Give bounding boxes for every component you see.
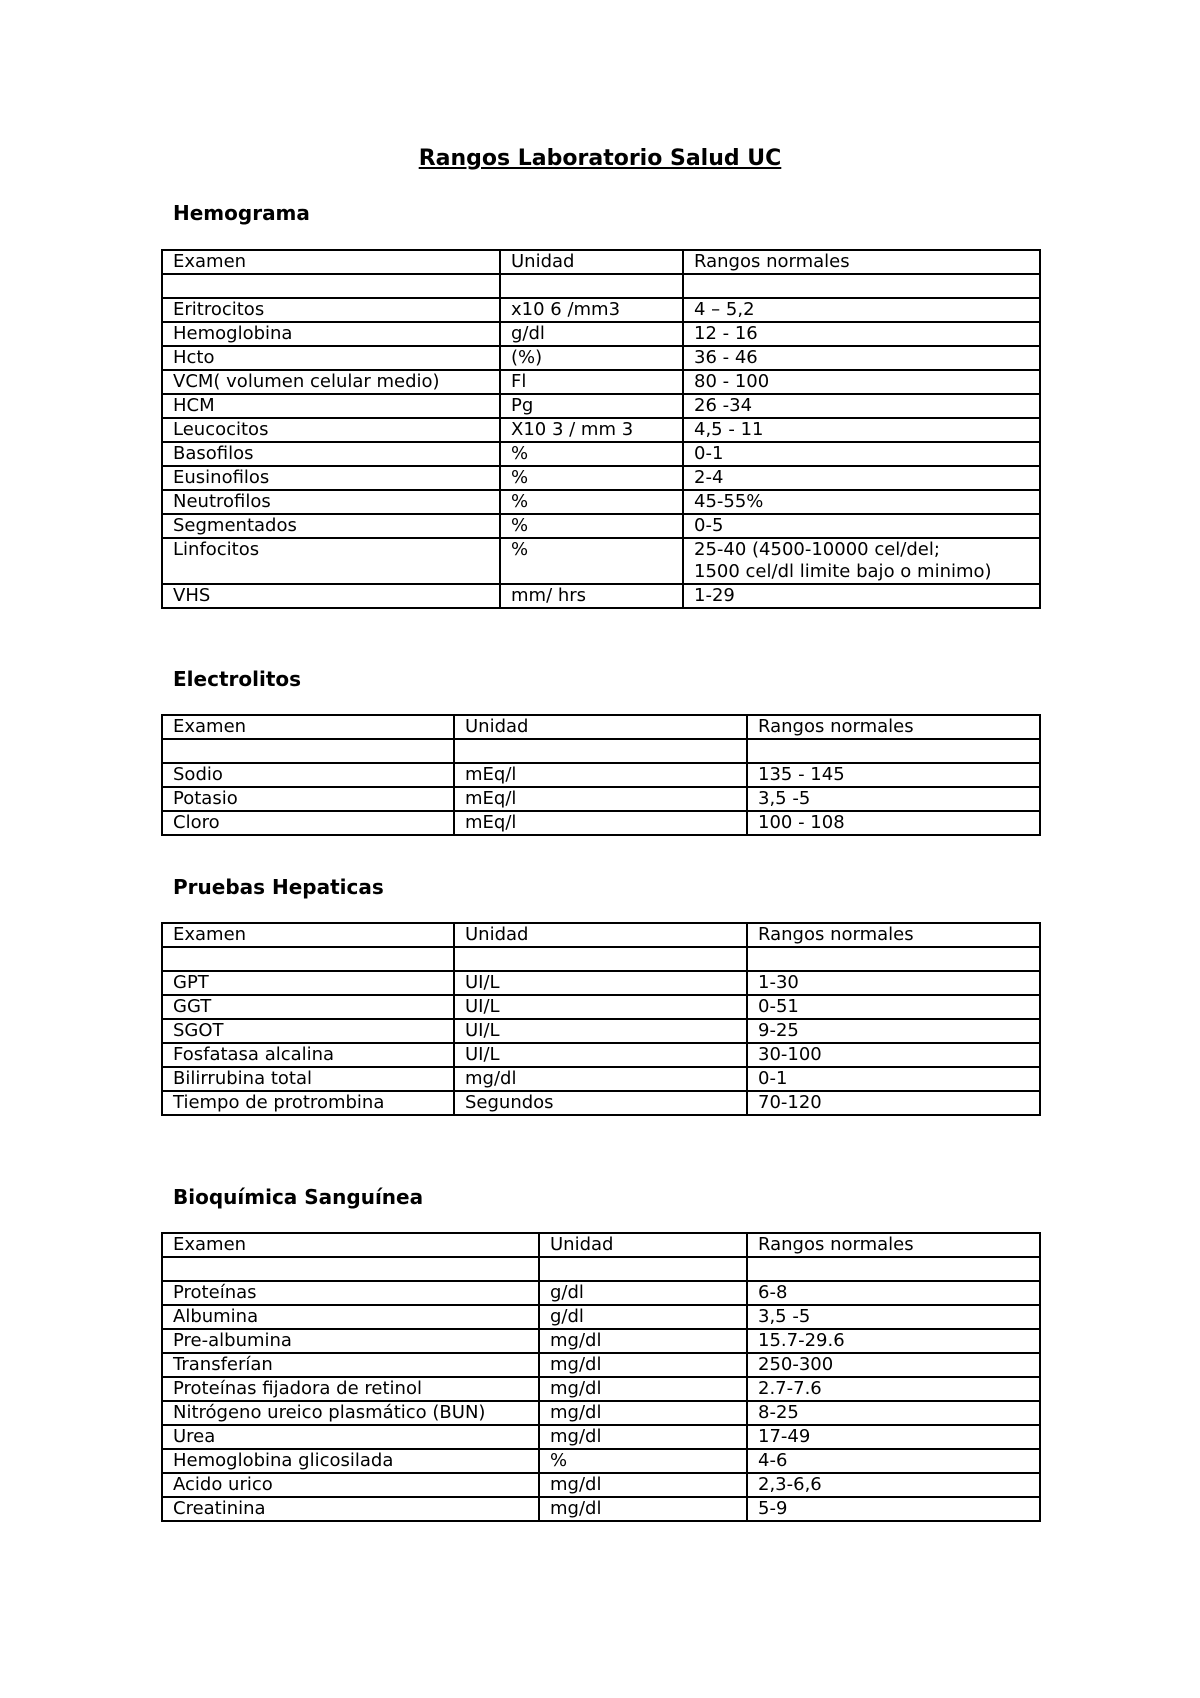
column-header: Examen (162, 715, 454, 739)
empty-cell (454, 947, 747, 971)
table-row (162, 787, 1040, 811)
range-cell: 2-4 (683, 466, 1040, 490)
empty-cell (539, 1257, 747, 1281)
exam-cell: Acido urico (162, 1473, 539, 1497)
exam-cell: SGOT (162, 1019, 454, 1043)
table-row (162, 1353, 1040, 1377)
table-row (162, 346, 1040, 370)
range-cell: 5-9 (747, 1497, 1040, 1521)
range-cell: 4 – 5,2 (683, 298, 1040, 322)
table-header-row (162, 1233, 1040, 1257)
range-cell: 70-120 (747, 1091, 1040, 1115)
range-line-1: 25-40 (4500-10000 cel/del; (694, 539, 940, 560)
table-row (162, 971, 1040, 995)
empty-cell (747, 947, 1040, 971)
exam-cell: Segmentados (162, 514, 500, 538)
range-cell: 3,5 -5 (747, 1305, 1040, 1329)
range-cell (683, 538, 1040, 584)
range-cell: 1-30 (747, 971, 1040, 995)
table-row (162, 1043, 1040, 1067)
unit-cell: x10 6 /mm3 (500, 298, 683, 322)
unit-cell: UI/L (454, 995, 747, 1019)
exam-cell: Urea (162, 1425, 539, 1449)
empty-row (162, 1257, 1040, 1281)
column-header: Rangos normales (683, 250, 1040, 274)
empty-cell (162, 947, 454, 971)
table-header-row (162, 250, 1040, 274)
unit-cell: mEq/l (454, 787, 747, 811)
table-row (162, 322, 1040, 346)
exam-cell: Basofilos (162, 442, 500, 466)
table-row (162, 1377, 1040, 1401)
unit-cell: mg/dl (539, 1329, 747, 1353)
table-row (162, 1473, 1040, 1497)
table-row (162, 394, 1040, 418)
range-cell: 9-25 (747, 1019, 1040, 1043)
exam-cell: Bilirrubina total (162, 1067, 454, 1091)
empty-row (162, 274, 1040, 298)
exam-cell: Hcto (162, 346, 500, 370)
exam-cell: Proteínas (162, 1281, 539, 1305)
range-cell: 100 - 108 (747, 811, 1040, 835)
range-cell: 12 - 16 (683, 322, 1040, 346)
column-header: Rangos normales (747, 715, 1040, 739)
range-cell: 3,5 -5 (747, 787, 1040, 811)
exam-cell: VCM( volumen celular medio) (162, 370, 500, 394)
table-row (162, 538, 1040, 584)
unit-cell: mg/dl (539, 1377, 747, 1401)
unit-cell: UI/L (454, 1019, 747, 1043)
exam-cell: Neutrofilos (162, 490, 500, 514)
range-cell: 6-8 (747, 1281, 1040, 1305)
section-heading-pruebas-hepaticas: Pruebas Hepaticas (173, 875, 384, 899)
exam-cell: HCM (162, 394, 500, 418)
unit-cell: mg/dl (539, 1425, 747, 1449)
exam-cell: VHS (162, 584, 500, 608)
table-row (162, 763, 1040, 787)
table-row (162, 466, 1040, 490)
column-header: Unidad (454, 923, 747, 947)
exam-cell: Eritrocitos (162, 298, 500, 322)
table-row (162, 584, 1040, 608)
exam-cell: Proteínas fijadora de retinol (162, 1377, 539, 1401)
range-cell: 2,3-6,6 (747, 1473, 1040, 1497)
column-header: Unidad (454, 715, 747, 739)
range-cell: 250-300 (747, 1353, 1040, 1377)
unit-cell: g/dl (500, 322, 683, 346)
exam-cell: Eusinofilos (162, 466, 500, 490)
range-cell: 4-6 (747, 1449, 1040, 1473)
exam-cell: Leucocitos (162, 418, 500, 442)
range-cell: 0-1 (747, 1067, 1040, 1091)
unit-cell: % (500, 490, 683, 514)
table-row (162, 811, 1040, 835)
unit-cell: % (500, 466, 683, 490)
table-row (162, 1067, 1040, 1091)
section-heading-bioquimica: Bioquímica Sanguínea (173, 1185, 424, 1209)
range-cell: 4,5 - 11 (683, 418, 1040, 442)
unit-cell: mEq/l (454, 763, 747, 787)
table-row (162, 490, 1040, 514)
range-cell: 30-100 (747, 1043, 1040, 1067)
table-row (162, 1497, 1040, 1521)
unit-cell: X10 3 / mm 3 (500, 418, 683, 442)
range-cell: 17-49 (747, 1425, 1040, 1449)
table-row (162, 1401, 1040, 1425)
unit-cell: % (500, 514, 683, 538)
exam-cell: Hemoglobina glicosilada (162, 1449, 539, 1473)
table-row (162, 1449, 1040, 1473)
range-cell: 45-55% (683, 490, 1040, 514)
unit-cell: UI/L (454, 1043, 747, 1067)
column-header: Unidad (539, 1233, 747, 1257)
unit-cell: Pg (500, 394, 683, 418)
bioquimica-table (161, 1232, 1041, 1522)
table-row (162, 370, 1040, 394)
unit-cell: (%) (500, 346, 683, 370)
exam-cell: Creatinina (162, 1497, 539, 1521)
table-row (162, 1091, 1040, 1115)
electrolitos-table (161, 714, 1041, 836)
exam-cell: Transferían (162, 1353, 539, 1377)
unit-cell: g/dl (539, 1281, 747, 1305)
empty-row (162, 739, 1040, 763)
unit-cell: mm/ hrs (500, 584, 683, 608)
exam-cell: Tiempo de protrombina (162, 1091, 454, 1115)
exam-cell: Albumina (162, 1305, 539, 1329)
page-title: Rangos Laboratorio Salud UC (418, 146, 782, 171)
range-cell: 0-1 (683, 442, 1040, 466)
table-row (162, 298, 1040, 322)
unit-cell: mg/dl (539, 1497, 747, 1521)
unit-cell: mg/dl (454, 1067, 747, 1091)
unit-cell: g/dl (539, 1305, 747, 1329)
empty-cell (162, 1257, 539, 1281)
table-header-row (162, 715, 1040, 739)
unit-cell: % (539, 1449, 747, 1473)
range-cell: 80 - 100 (683, 370, 1040, 394)
exam-cell: Hemoglobina (162, 322, 500, 346)
table-row (162, 514, 1040, 538)
column-header: Rangos normales (747, 923, 1040, 947)
table-row (162, 1019, 1040, 1043)
range-cell: 8-25 (747, 1401, 1040, 1425)
pruebas-hepaticas-table (161, 922, 1041, 1116)
unit-cell: mg/dl (539, 1353, 747, 1377)
unit-cell: mg/dl (539, 1473, 747, 1497)
exam-cell: Sodio (162, 763, 454, 787)
unit-cell: Segundos (454, 1091, 747, 1115)
empty-cell (500, 274, 683, 298)
section-heading-electrolitos: Electrolitos (173, 667, 302, 691)
unit-cell: mEq/l (454, 811, 747, 835)
table-row (162, 418, 1040, 442)
column-header: Unidad (500, 250, 683, 274)
table-row (162, 1329, 1040, 1353)
exam-cell: Cloro (162, 811, 454, 835)
exam-cell: GPT (162, 971, 454, 995)
unit-cell: mg/dl (539, 1401, 747, 1425)
range-cell: 15.7-29.6 (747, 1329, 1040, 1353)
empty-row (162, 947, 1040, 971)
table-header-row (162, 923, 1040, 947)
column-header: Examen (162, 250, 500, 274)
unit-cell: Fl (500, 370, 683, 394)
table-row (162, 1305, 1040, 1329)
table-row (162, 442, 1040, 466)
exam-cell: Fosfatasa alcalina (162, 1043, 454, 1067)
range-cell: 135 - 145 (747, 763, 1040, 787)
table-row (162, 1281, 1040, 1305)
empty-cell (454, 739, 747, 763)
column-header: Examen (162, 923, 454, 947)
exam-cell: GGT (162, 995, 454, 1019)
exam-cell: Linfocitos (162, 538, 500, 584)
unit-cell: % (500, 538, 683, 584)
range-cell: 0-5 (683, 514, 1040, 538)
range-cell: 2.7-7.6 (747, 1377, 1040, 1401)
empty-cell (162, 274, 500, 298)
empty-cell (162, 739, 454, 763)
column-header: Examen (162, 1233, 539, 1257)
range-cell: 26 -34 (683, 394, 1040, 418)
exam-cell: Nitrógeno ureico plasmático (BUN) (162, 1401, 539, 1425)
empty-cell (747, 739, 1040, 763)
range-cell: 36 - 46 (683, 346, 1040, 370)
empty-cell (747, 1257, 1040, 1281)
range-cell: 1-29 (683, 584, 1040, 608)
exam-cell: Pre-albumina (162, 1329, 539, 1353)
hemograma-table (161, 249, 1041, 609)
range-cell: 0-51 (747, 995, 1040, 1019)
column-header: Rangos normales (747, 1233, 1040, 1257)
exam-cell: Potasio (162, 787, 454, 811)
empty-cell (683, 274, 1040, 298)
table-row (162, 995, 1040, 1019)
range-line-2: 1500 cel/dl limite bajo o minimo) (694, 561, 992, 582)
table-row (162, 1425, 1040, 1449)
unit-cell: % (500, 442, 683, 466)
section-heading-hemograma: Hemograma (173, 201, 310, 225)
unit-cell: UI/L (454, 971, 747, 995)
